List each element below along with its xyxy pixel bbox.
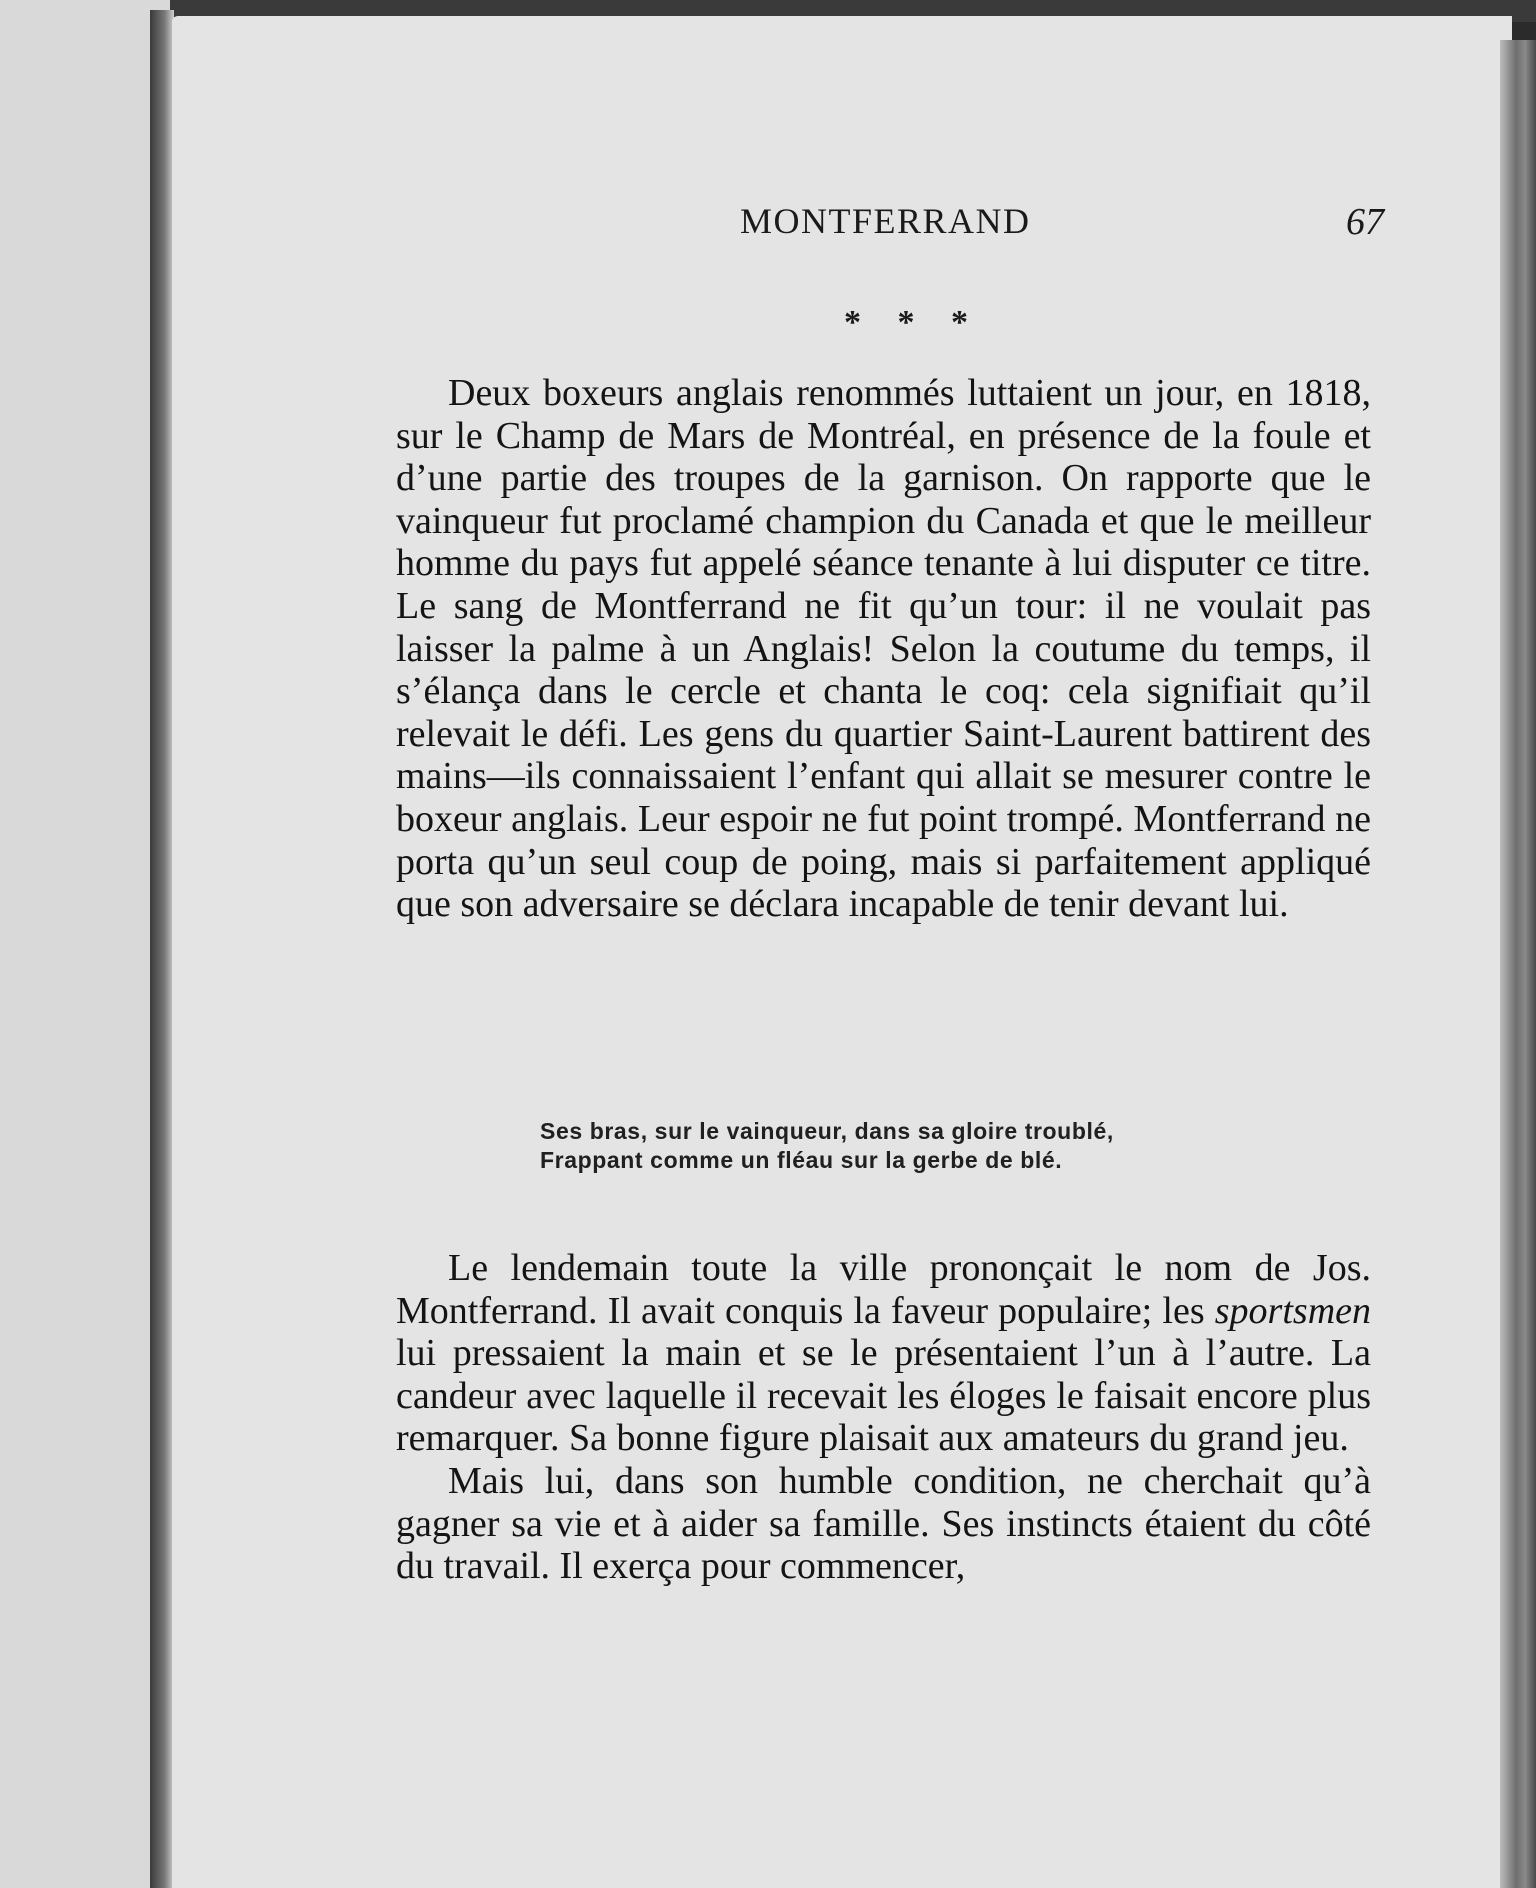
paragraph-block-2 [396,1247,1371,1588]
paragraph-2 [396,1247,1371,1460]
paragraph-2-part-1: Le lendemain toute la ville prononçait le nom de Jos. Montferrand. Il avait conquis la faveur populaire; les [396,1247,1371,1332]
verse-line-2: Frappant comme un fléau sur la gerbe de blé. [540,1147,1063,1173]
verse-line-1: Ses bras, sur le vainqueur, dans sa gloire troublé, [540,1118,1114,1144]
paragraph-1: Deux boxeurs anglais renommés luttaient un jour, en 1818, sur le Champ de Mars de Montréal, en présence de la foule et d’une partie des troupes de la garnison. On rapporte que le vainqueur fut proclamé champion du Canada et que le meilleur homme du pays fut appelé séance tenante à lui disputer ce titre. Le sang de Montferrand ne fit qu’un tour: il ne voulait pas laisser la palme à un Anglais! Selon la coutume du temps, il s’élança dans le cercle et chanta le coq: cela signifiait qu’il relevait le défi. Les gens du quartier Saint-Laurent battirent des mains—ils connaissaient l’enfant qui allait se mesurer contre le boxeur anglais. Leur espoir ne fut point trompé. Montferrand ne porta qu’un seul coup de poing, mais si parfaitement appliqué que son adversaire se déclara incapable de tenir devant lui. [396,372,1371,926]
running-header [0,200,1536,250]
paragraph-block-1 [396,372,1371,926]
book-gutter [150,10,174,1888]
section-ornament: * * * [844,304,982,341]
facing-page-edge [0,0,170,1888]
paragraph-2-part-2: lui pressaient la main et se le présentaient l’un à l’autre. La candeur avec laquelle il recevait les éloges le faisait encore plus remarquer. Sa bonne figure plaisait aux amateurs du grand jeu. [396,1332,1371,1460]
page-number: 67 [1346,201,1384,243]
page-edge-shadow [1500,40,1536,1888]
running-title: MONTFERRAND [740,201,1031,241]
paragraph-2-italic: sportsmen [1214,1289,1371,1332]
verse-quote [540,1117,1340,1175]
paragraph-3: Mais lui, dans son humble condition, ne cherchait qu’à gagner sa vie et à aider sa famille. Ses instincts étaient du côté du travail. Il exerça pour commencer, [396,1459,1371,1588]
book-page [172,16,1512,1888]
